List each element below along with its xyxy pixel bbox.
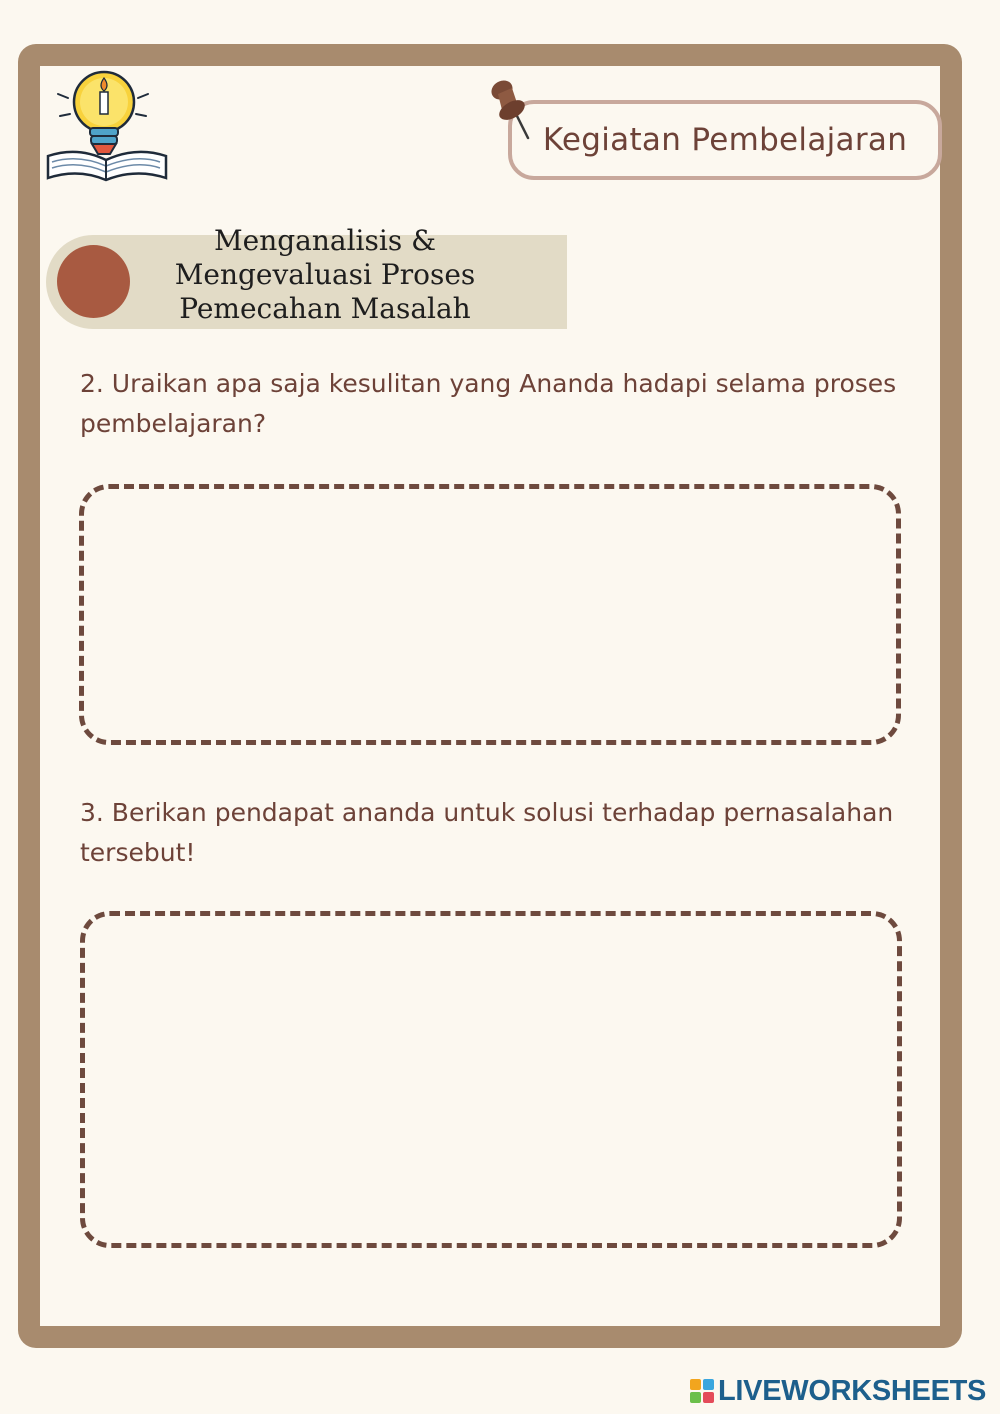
question-3: 3. Berikan pendapat ananda untuk solusi terhadap pernasalahan tersebut! [80,798,894,867]
section-title: Menganalisis & Mengevaluasi Proses Pemecahan Masalah [174,224,476,325]
pushpin-icon [488,78,534,142]
liveworksheets-mark-icon [690,1379,714,1403]
answer-box-3[interactable] [80,911,902,1248]
lightbulb-book-icon [44,64,172,186]
section-badge [508,100,942,180]
liveworksheets-logo [690,1374,986,1408]
badge-label: Kegiatan Pembelajaran [542,122,908,158]
question-2: 2. Uraikan apa saja kesulitan yang Ananda hadapi selama proses pembelajaran? [80,369,897,438]
footer-brand: LIVEWORKSHEETS [718,1374,987,1407]
answer-box-2[interactable] [79,484,901,745]
section-dot [57,245,130,318]
